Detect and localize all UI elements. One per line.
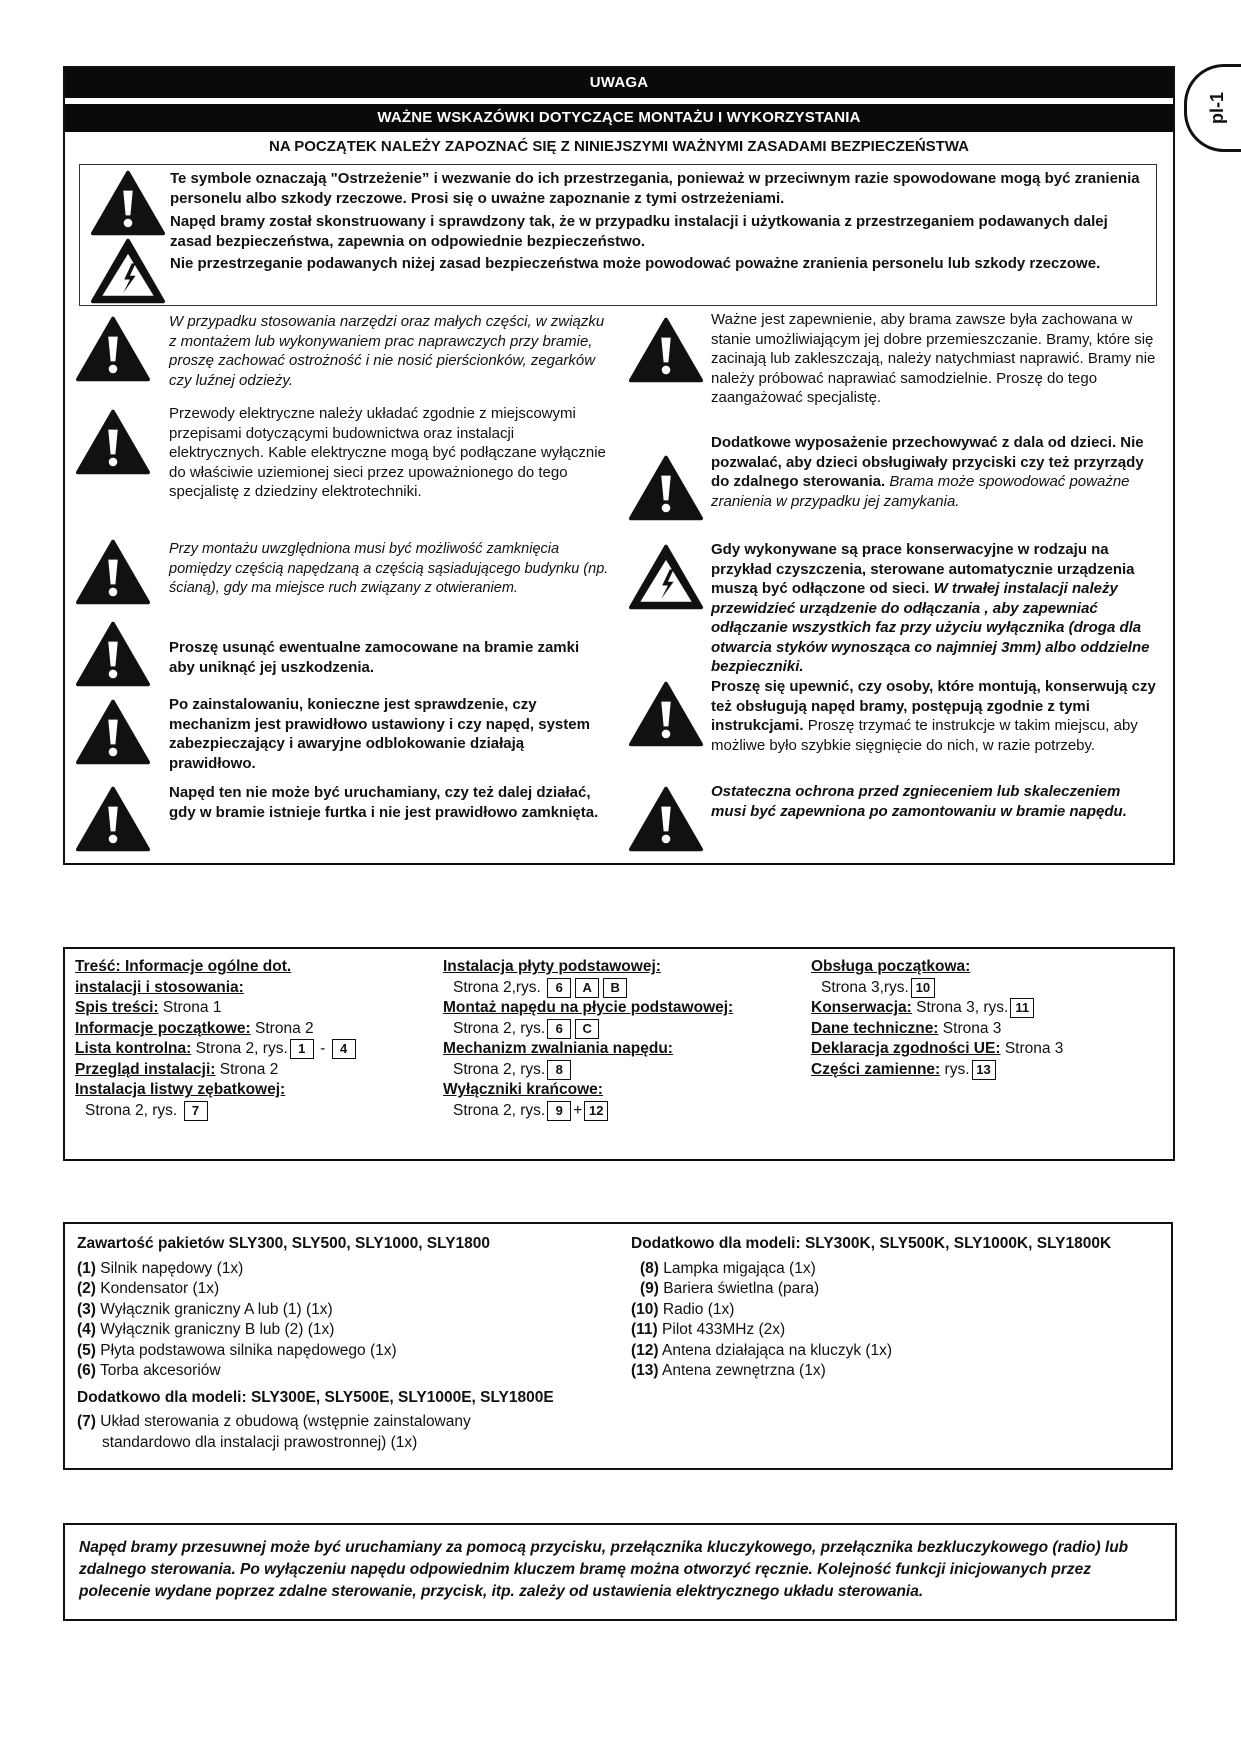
package-k-models	[631, 1234, 1161, 1382]
toc-heading: Montaż napędu na płycie podstawowej:	[443, 999, 734, 1017]
electric-hazard-icon	[90, 237, 166, 305]
toc-column-2	[443, 957, 733, 1121]
toc-entry: Strona 3,rys. 10	[811, 978, 1063, 999]
intro-text-1: Te symbole oznaczają "Ostrzeżenie” i wezwanie do ich przestrzegania, ponieważ w przeciwnym razie spowodowane mogą być zranienia personelu albo szkody rzeczowe. Prosi się o uważne zapoznanie z tymi ostrzeżeniami.	[170, 170, 1140, 207]
toc-entry: Konserwacja: Strona 3, rys. 11	[811, 998, 1063, 1019]
package-list-item: (1) Silnik napędowy (1x)	[77, 1259, 244, 1277]
package-list-item: (9) Bariera świetlna (para)	[640, 1280, 820, 1297]
package-list-item: (3) Wyłącznik graniczny A lub (1) (1x)	[77, 1300, 333, 1318]
safety-item-children: Dodatkowe wyposażenie przechowywać z dala od dzieci. Nie pozwalać, aby dzieci obsługiwały przyciski czy też przyrządy do zdalnego sterowania. Brama może spowodować poważne zranienia w przypadku jej zamykania.	[711, 434, 1144, 510]
figure-ref: 13	[972, 1060, 996, 1080]
warning-exclamation-icon	[75, 538, 151, 606]
safety-warnings-section	[63, 66, 1175, 865]
page-number-tab	[1184, 64, 1241, 152]
toc-heading: Instalacja płyty podstawowej:	[443, 958, 661, 975]
toc-heading: Instalacja listwy zębatkowej:	[75, 1081, 286, 1099]
figure-ref: C	[575, 1019, 599, 1039]
warning-exclamation-icon	[628, 454, 704, 522]
toc-entry: Strona 2, rys. 7	[75, 1101, 358, 1122]
package-list-item: (5) Płyta podstawowa silnika napędowego (1x)	[77, 1341, 397, 1359]
package-list-item-cont: standardowo dla instalacji prawostronnej) (1x)	[102, 1433, 418, 1451]
package-list	[77, 1259, 617, 1382]
safety-item-crush: Ostateczna ochrona przed zgnieceniem lub skaleczeniem musi być zapewniona po zamontowaniu w bramie napędu.	[711, 783, 1127, 820]
package-list-item: (6) Torba akcesoriów	[77, 1362, 221, 1379]
toc-entry: Strona 2, rys. 6 C	[443, 1019, 733, 1040]
figure-ref: 7	[184, 1101, 208, 1121]
safety-item-instructions: Proszę się upewnić, czy osoby, które montują, konserwują czy też obsługują napęd bramy, postępują zgodnie z tymi instrukcjami. Proszę trzymać te instrukcje w takim miejscu, aby możliwe było szybkie sięgnięcie do nich, w razie potrzeby.	[711, 678, 1156, 754]
figure-ref: 6	[547, 1019, 571, 1039]
toc-entry: Strona 2,rys. 6 A B	[443, 978, 733, 999]
package-list	[631, 1259, 1161, 1382]
toc-column-3	[811, 957, 1063, 1080]
figure-ref: 9	[547, 1101, 571, 1121]
operation-note-text: Napęd bramy przesuwnej może być uruchamiany za pomocą przycisku, przełącznika kluczykowego, przełącznika bezkluczykowego (radio) lub zdalnego sterowania. Po wyłączeniu napędu odpowiednim kluczem bramę można otworzyć ręcznie. Kolejność funkcji inicjowanych przez polecenie wydane poprzez zdalne sterowanie, przycisk, itp. zależy od ustawienia elektrycznego układu sterowania.	[79, 1539, 1129, 1600]
warning-lead: NA POCZĄTEK NALEŻY ZAPOZNAĆ SIĘ Z NINIEJSZYMI WAŻNYMI ZASADAMI BEZPIECZEŃSTWA	[268, 138, 970, 155]
warning-exclamation-icon	[75, 698, 151, 766]
toc-entry: Lista kontrolna: Strona 2, rys. 1 - 4	[75, 1039, 358, 1060]
package-list-item: (13) Antena zewnętrzna (1x)	[631, 1362, 826, 1379]
package-list-item: (7) Układ sterowania z obudową (wstępnie zainstalowany	[77, 1413, 471, 1430]
safety-item-disconnect: Gdy wykonywane są prace konserwacyjne w rodzaju na przykład czyszczenia, sterowane automatycznie urządzenia muszą być odłączone od sieci. W trwałej instalacji należy przewidzieć urządzenie do odłączania , aby zapewniać odłączanie wszystkich faz przy użyciu wyłącznika (droga dla otwarcia styków wynosząca co najmniej 3mm) albo oddzielne bezpieczniki.	[711, 541, 1150, 675]
toc-entry: Części zamienne: rys. 13	[811, 1060, 1063, 1081]
warning-exclamation-icon	[75, 620, 151, 688]
safety-item-maintenance: Ważne jest zapewnienie, aby brama zawsze była zachowana w stanie umożliwiającym jej dobre przemieszczanie. Bramy, które się zacinają lub zakleszczają, należy natychmiast naprawić. Bramy nie należy próbować naprawiać samodzielnie. Proszę do tego zaangażować specjalistę.	[711, 311, 1156, 406]
warning-exclamation-icon	[90, 169, 166, 237]
toc-heading: Obsługa początkowa:	[811, 958, 971, 975]
table-of-contents	[63, 947, 1175, 1161]
package-contents	[63, 1222, 1173, 1470]
figure-ref: 6	[547, 978, 571, 998]
figure-ref: 8	[547, 1060, 571, 1080]
figure-ref: 11	[1010, 998, 1034, 1018]
toc-column-1	[75, 957, 358, 1121]
toc-heading: Wyłączniki krańcowe:	[443, 1081, 603, 1099]
electric-hazard-icon	[628, 543, 704, 611]
figure-ref: 12	[584, 1101, 608, 1121]
toc-heading: instalacji i stosowania:	[75, 978, 244, 996]
warning-exclamation-icon	[628, 680, 704, 748]
toc-entry: Informacje początkowe: Strona 2	[75, 1019, 314, 1037]
package-list-item: (8) Lampka migająca (1x)	[640, 1259, 816, 1277]
package-list-item: (12) Antena działająca na kluczyk (1x)	[631, 1341, 893, 1359]
warning-exclamation-icon	[75, 785, 151, 853]
package-list-item: (4) Wyłącznik graniczny B lub (2) (1x)	[77, 1321, 335, 1338]
safety-item-tools: W przypadku stosowania narzędzi oraz małych części, w związku z montażem lub wykonywaniem prac naprawczych przy bramie, proszę zachować ostrożność i nie nosić pierścionków, zegarków czy luźnej odzieży.	[169, 313, 605, 389]
toc-heading: Mechanizm zwalniania napędu:	[443, 1040, 673, 1058]
intro-text-2: Napęd bramy został skonstruowany i sprawdzony tak, że w przypadku instalacji i użytkowania z przestrzeganiem podawanych dalej zasad bezpieczeństwa, zapewnia on odpowiednie bezpieczeństwo.	[170, 213, 1108, 250]
warning-exclamation-icon	[628, 316, 704, 384]
warning-subtitle: WAŻNE WSKAZÓWKI DOTYCZĄCE MONTAŻU I WYKORZYSTANIA	[65, 104, 1173, 132]
warning-exclamation-icon	[628, 785, 704, 853]
toc-entry: Strona 2, rys. 9 + 12	[443, 1101, 733, 1122]
figure-ref: 10	[911, 978, 935, 998]
figure-ref: 4	[332, 1039, 356, 1059]
package-e-title: Dodatkowo dla modeli: SLY300E, SLY500E, SLY1000E, SLY1800E	[77, 1388, 554, 1406]
package-standard	[77, 1234, 617, 1453]
toc-entry: Dane techniczne: Strona 3	[811, 1019, 1002, 1037]
safety-item-wiring: Przewody elektryczne należy układać zgodnie z miejscowymi przepisami dotyczącymi budownictwa oraz instalacji elektrycznych. Kable elektryczne mogą być podłączane wyłącznie do właściwie uziemionej sieci przez upoważnionego do tego specjalistę z dziedziny elektrotechniki.	[169, 405, 606, 500]
figure-ref: B	[603, 978, 627, 998]
toc-entry: Przegląd instalacji: Strona 2	[75, 1060, 279, 1078]
package-title: Zawartość pakietów SLY300, SLY500, SLY1000, SLY1800	[77, 1235, 491, 1252]
toc-heading: Treść: Informacje ogólne dot.	[75, 958, 292, 975]
safety-item-locks: Proszę usunąć ewentualne zamocowane na bramie zamki aby uniknąć jej uszkodzenia.	[169, 639, 580, 676]
package-k-title: Dodatkowo dla modeli: SLY300K, SLY500K, SLY1000K, SLY1800K	[631, 1235, 1112, 1252]
symbols-intro-box	[79, 164, 1157, 306]
warning-title: UWAGA	[65, 68, 1173, 98]
warning-exclamation-icon	[75, 408, 151, 476]
operation-note	[63, 1523, 1177, 1621]
package-list-item: (11) Pilot 433MHz (2x)	[631, 1321, 786, 1338]
safety-item-wicket: Napęd ten nie może być uruchamiany, czy też dalej działać, gdy w bramie istnieje furtka i nie jest prawidłowo zamknięta.	[169, 784, 599, 821]
safety-item-check: Po zainstalowaniu, konieczne jest sprawdzenie, czy mechanizm jest prawidłowo ustawiony i czy napęd, system zabezpieczający i awaryjne odblokowanie działają prawidłowo.	[169, 696, 590, 772]
figure-ref: 1	[290, 1039, 314, 1059]
intro-text-3: Nie przestrzeganie podawanych niżej zasad bezpieczeństwa może powodować poważne zranienia personelu lub szkody rzeczowe.	[170, 255, 1101, 272]
figure-ref: A	[575, 978, 599, 998]
toc-entry: Deklaracja zgodności UE: Strona 3	[811, 1040, 1064, 1058]
warning-exclamation-icon	[75, 315, 151, 383]
package-list-item: (10) Radio (1x)	[631, 1300, 735, 1318]
safety-item-pinch: Przy montażu uwzględniona musi być możliwość zamknięcia pomiędzy częścią napędzaną a częścią sąsiadującego budynku (np. ścianą), gdy ma miejsce ruch związany z otwieraniem.	[169, 541, 609, 596]
page-number: pl-1	[1206, 92, 1227, 125]
toc-entry: Strona 2, rys. 8	[443, 1060, 733, 1081]
package-list-item: (2) Kondensator (1x)	[77, 1280, 220, 1297]
toc-entry: Spis treści: Strona 1	[75, 999, 222, 1016]
